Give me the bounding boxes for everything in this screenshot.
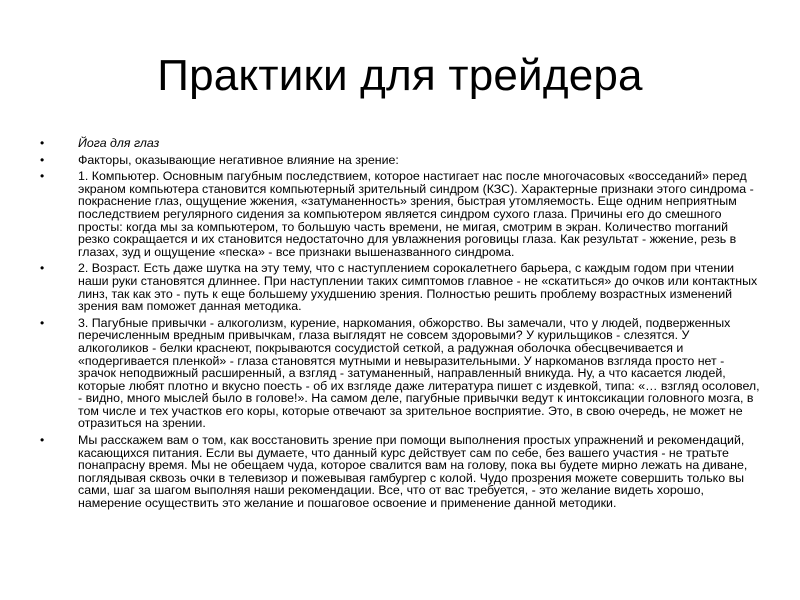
bullet-text: 1. Компьютер. Основным пагубным последствием, которое настигает нас после многочасовых «восседаний» перед экраном компьютера становится компьютерный зрительный синдром (КЗС). Характерные признаки этого синдрома - покраснение глаз, ощущение жжения, «затуманенность» зрения, быстрая утомляемость. Еще одним неприятным последствием регулярного сидения за компьютером является синдром сухого глаза. Причины его до смешного просты: когда мы за компьютером, то большую часть времени, не мигая, смотрим в экран. Количество morганий резко сокращается и их становится недостаточно для увлажнения роговицы глаза. Как результат - жжение, резь в глазах, зуд и ощущение «песка» - все признаки вышеназванного синдрома. [78,169,754,259]
bullet-dot-icon: • [40,433,45,448]
bullet-item-age [40,262,760,312]
bullet-item-computer [40,170,760,258]
bullet-text: Факторы, оказывающие негативное влияние на зрение: [78,152,399,167]
bullet-dot-icon: • [40,152,45,167]
bullet-text: Мы расскажем вам о том, как восстановить зрение при помощи выполнения простых упражнений и рекомендаций, касающихся питания. Если вы думаете, что данный курс действует сам по себе, без вашего участия - не тратьте понапрасну время. Мы не обещаем чуда, которое свалится вам на голову, пока вы будете мирно лежать на диване, поглядывая сквозь очки в телевизор и пожевывая гамбургер с колой. Чудо прозрения можете совершить только вы сами, шаг за шагом выполняя наши рекомендации. Все, что от вас требуется, - это желание видеть хорошо, намерение осуществить это желание и пошаговое освоение и применение данной методики. [78,433,748,511]
bullet-dot-icon: • [40,136,45,150]
bullet-item-eye-yoga [40,137,760,150]
slide-title: Практики для трейдера [157,51,643,100]
bullet-dot-icon: • [40,169,45,184]
bullet-list [40,137,760,510]
slide-body [40,137,760,514]
bullet-item-habits [40,317,760,430]
bullet-dot-icon: • [40,261,45,276]
bullet-item-factors [40,154,760,167]
bullet-dot-icon: • [40,315,45,330]
bullet-text: Йога для глаз [78,136,160,150]
bullet-text: 2. Возраст. Есть даже шутка на эту тему, что с наступлением сорокалетнего барьера, с каждым годом при чтении наши руки становятся длиннее. При наступлении таких симптомов главное - не «скатиться» до очков или контактных линз, так как это - путь к еще большему ухудшению зрения. Полностью решить проблему возрастных изменений зрения вам поможет данная методика. [78,261,758,314]
bullet-item-course [40,434,760,510]
bullet-text: 3. Пагубные привычки - алкоголизм, курение, наркомания, обжорство. Вы замечали, что у людей, подверженных перечисленным вредным привычкам, глаза выглядят не совсем здоровыми? У курильщиков - слезятся. У алкоголиков - белки краснеют, покрываются сосудистой сеткой, а радужная оболочка обесцвечивается и «подергивается пленкой» - глаза становятся мутными и невыразительными. У наркоманов взгляда просто нет - зрачок неподвижный расширенный, а взгляд - затуманенный, направленный вникуда. Ну, а что касается людей, которые любят плотно и вкусно поесть - об их взгляде даже литература пишет с издевкой, типа: «… взгляд осоловел, - видно, много мыслей было в голове!». На самом деле, пагубные привычки ведут к интоксикации головного мозга, в том числе и тех участков его коры, которые отвечают за зрительное восприятие. Это, в свою очередь, не может не отразиться на зрении. [78,315,760,431]
